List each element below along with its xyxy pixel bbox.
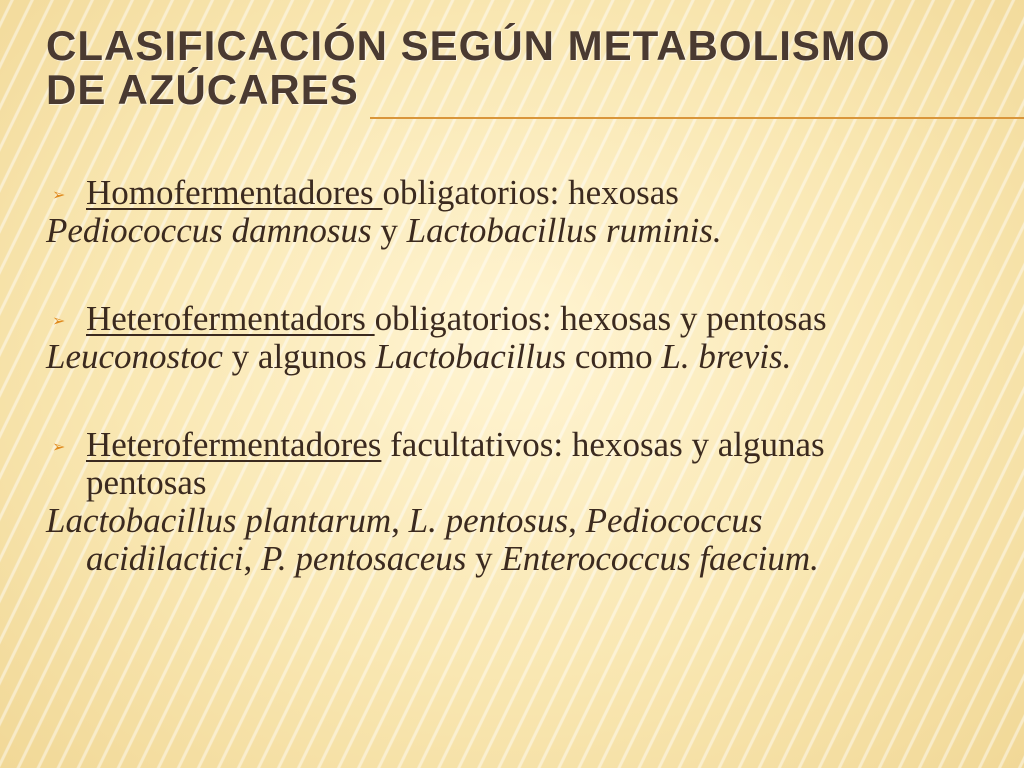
arrow-right-icon: ➢ xyxy=(52,185,66,204)
slide-title xyxy=(46,24,1006,112)
species-name: acidilactici xyxy=(86,539,244,578)
species-name: Pediococcus xyxy=(585,501,763,540)
bullet-term: Heterofermentadores xyxy=(86,425,382,464)
species-name: Enterococcus faecium. xyxy=(501,539,819,578)
example-line xyxy=(46,502,1006,540)
bullet-term: Homofermentadores xyxy=(86,173,383,212)
title-line-2: DE AZÚCARES xyxy=(46,66,359,113)
example-text: y xyxy=(466,539,502,578)
bullet-term: Heterofermentadors xyxy=(86,299,375,338)
species-name: Leuconostoc xyxy=(46,337,223,376)
species-name: Pediococcus damnosus xyxy=(46,211,372,250)
species-name: L. brevis. xyxy=(661,337,792,376)
example-text: , xyxy=(391,501,409,540)
bullet-item-heterofermentadores-facultativos xyxy=(46,426,1006,464)
spacer xyxy=(46,250,1006,300)
example-text: , xyxy=(243,539,261,578)
bullet-item-heterofermentadors xyxy=(46,300,1006,338)
arrow-right-icon: ➢ xyxy=(52,311,66,330)
spacer xyxy=(46,376,1006,426)
bullet-description: obligatorios: hexosas xyxy=(382,173,679,212)
example-line xyxy=(46,212,1006,250)
arrow-right-icon: ➢ xyxy=(52,437,66,456)
bullet-description: obligatorios: hexosas y pentosas xyxy=(374,299,827,338)
example-text: , xyxy=(568,501,586,540)
example-text: y algunos xyxy=(222,337,376,376)
bullet-description: facultativos: hexosas y algunas xyxy=(381,425,825,464)
example-line-continuation xyxy=(46,540,1006,578)
species-name: L. pentosus xyxy=(408,501,569,540)
bullet-item-homofermentadores xyxy=(46,174,1006,212)
slide-body xyxy=(46,174,1006,578)
species-name: Lactobacillus ruminis. xyxy=(406,211,722,250)
bullet-description-continuation: pentosas xyxy=(86,463,207,502)
species-name: P. pentosaceus xyxy=(260,539,467,578)
example-text: como xyxy=(566,337,662,376)
example-line xyxy=(46,338,1006,376)
species-name: Lactobacillus xyxy=(375,337,567,376)
title-underline-rule xyxy=(370,117,1024,119)
example-text: y xyxy=(371,211,407,250)
title-line-1: CLASIFICACIÓN SEGÚN METABOLISMO xyxy=(46,22,891,69)
species-name: Lactobacillus plantarum xyxy=(46,501,392,540)
